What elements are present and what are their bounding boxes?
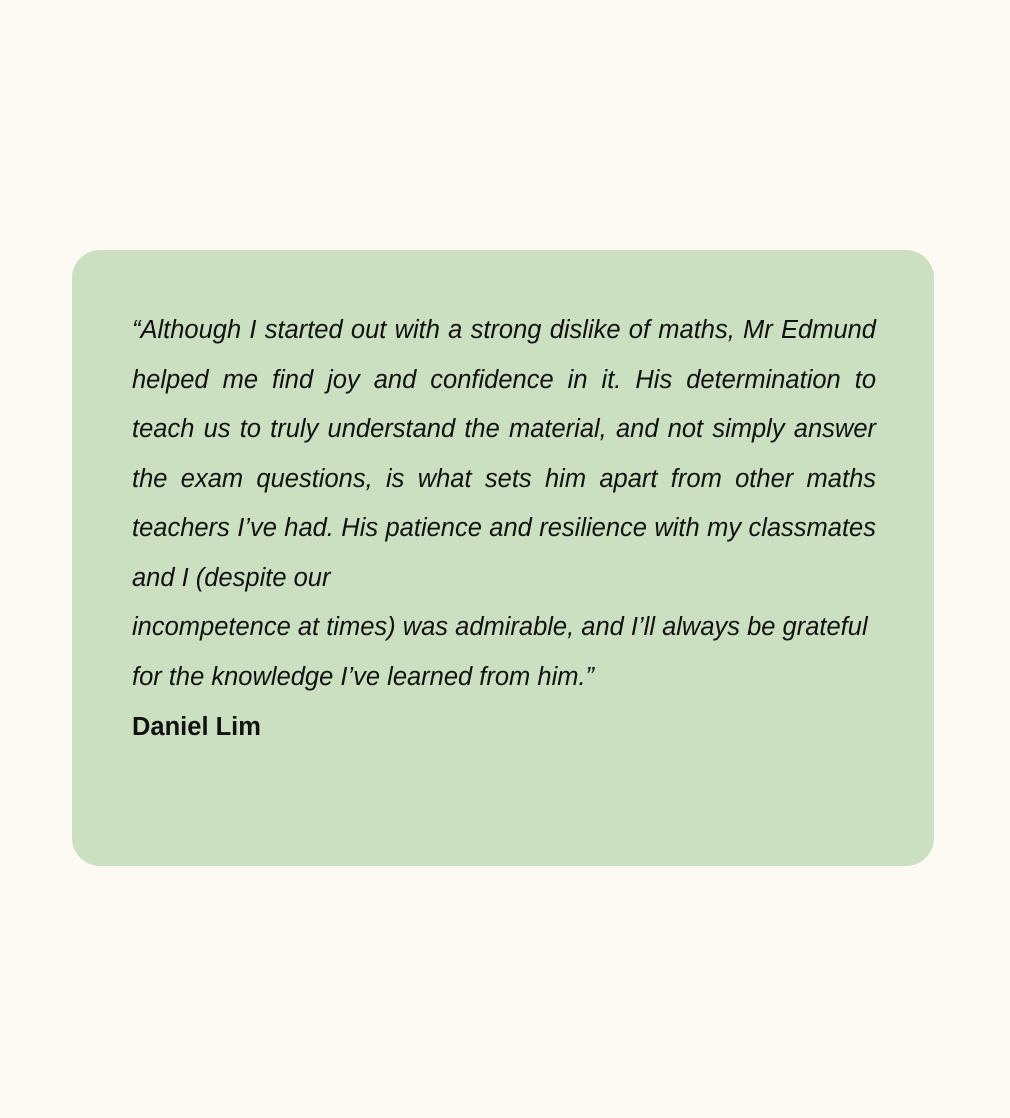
quote-paragraph-2: incompetence at times) was admirable, and I’ll always be grateful for the knowledge I’ve learned from him.” bbox=[132, 613, 868, 691]
quote-paragraph-1: “Although I started out with a strong dislike of maths, Mr Edmund helped me find joy and confidence in it. His determination to teach us to truly understand the material, and not simply answer the exam questions, is what sets him apart from other maths teachers I’ve had. His patience and resilience with my classmates and I (despite our bbox=[132, 316, 876, 592]
testimonial-author: Daniel Lim bbox=[132, 713, 261, 741]
testimonial-quote bbox=[132, 306, 876, 702]
testimonial-card bbox=[72, 250, 934, 866]
